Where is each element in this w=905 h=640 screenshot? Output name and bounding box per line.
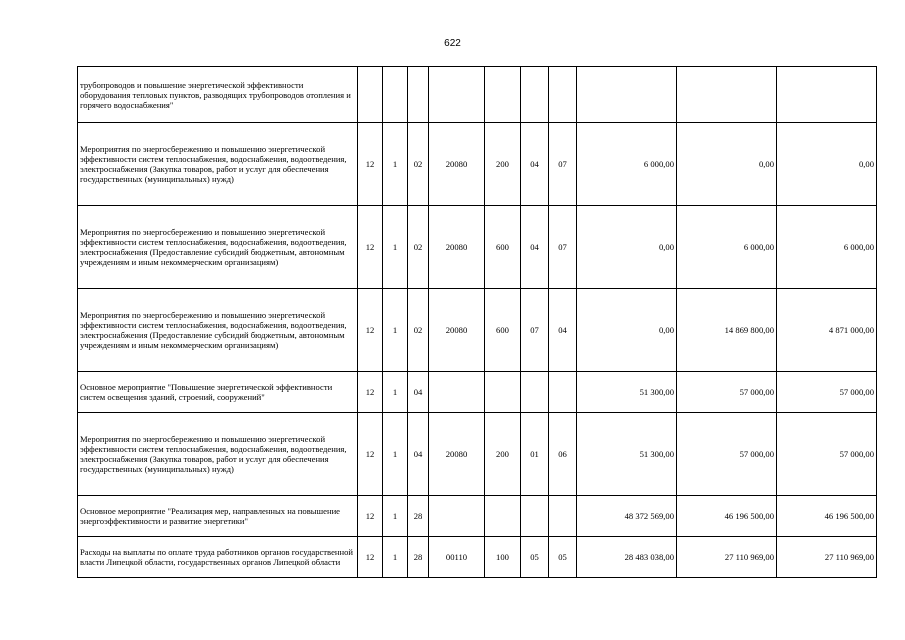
table-row [78, 413, 877, 496]
row-description: Мероприятия по энергосбережению и повышению энергетической эффективности систем теплоснабжения, водоснабжения, водоотведения, электроснабжения (Предоставление субсидий бюджетным, автономным учреждениям и иным некоммерческим организациям) [78, 289, 358, 372]
cell-code: 04 [521, 123, 549, 206]
cell-amount [777, 67, 877, 123]
cell-code [521, 496, 549, 537]
cell-amount: 51 300,00 [577, 413, 677, 496]
table-row [78, 206, 877, 289]
cell-amount: 0,00 [777, 123, 877, 206]
row-description: Основное мероприятие "Повышение энергетической эффективности систем освещения зданий, строений, сооружений" [78, 372, 358, 413]
cell-amount [677, 67, 777, 123]
cell-code: 12 [358, 537, 383, 578]
row-description: Расходы на выплаты по оплате труда работников органов государственной власти Липецкой области, государственных органов Липецкой области [78, 537, 358, 578]
table-row [78, 372, 877, 413]
cell-code [549, 67, 577, 123]
page-number: 622 [444, 38, 461, 49]
cell-code: 05 [549, 537, 577, 578]
table-row [78, 496, 877, 537]
cell-amount: 28 483 038,00 [577, 537, 677, 578]
cell-amount: 4 871 000,00 [777, 289, 877, 372]
cell-code: 1 [383, 289, 408, 372]
cell-code: 02 [408, 289, 429, 372]
cell-code [485, 372, 521, 413]
row-description: Основное мероприятие "Реализация мер, направленных на повышение энергоэффективности и развитие энергетики" [78, 496, 358, 537]
cell-amount: 6 000,00 [777, 206, 877, 289]
cell-code [429, 67, 485, 123]
cell-code: 04 [549, 289, 577, 372]
cell-code: 05 [521, 537, 549, 578]
row-description: Мероприятия по энергосбережению и повышению энергетической эффективности систем теплоснабжения, водоснабжения, водоотведения, электроснабжения (Закупка товаров, работ и услуг для обеспечения государственных (муниципальных) нужд) [78, 413, 358, 496]
cell-code: 1 [383, 206, 408, 289]
cell-code: 00110 [429, 537, 485, 578]
cell-code: 04 [521, 206, 549, 289]
cell-code: 07 [549, 206, 577, 289]
cell-amount: 6 000,00 [577, 123, 677, 206]
cell-code [521, 372, 549, 413]
cell-amount: 46 196 500,00 [677, 496, 777, 537]
cell-code: 28 [408, 496, 429, 537]
cell-code: 12 [358, 123, 383, 206]
cell-code: 12 [358, 372, 383, 413]
cell-amount: 48 372 569,00 [577, 496, 677, 537]
cell-amount: 51 300,00 [577, 372, 677, 413]
cell-code: 12 [358, 289, 383, 372]
cell-code [549, 496, 577, 537]
row-description: Мероприятия по энергосбережению и повышению энергетической эффективности систем теплоснабжения, водоснабжения, водоотведения, электроснабжения (Предоставление субсидий бюджетным, автономным учреждениям и иным некоммерческим организациям) [78, 206, 358, 289]
cell-amount: 0,00 [577, 289, 677, 372]
cell-code: 1 [383, 413, 408, 496]
cell-code: 07 [549, 123, 577, 206]
cell-code [549, 372, 577, 413]
cell-amount: 0,00 [677, 123, 777, 206]
cell-code: 1 [383, 123, 408, 206]
cell-amount: 27 110 969,00 [677, 537, 777, 578]
budget-table [77, 66, 877, 578]
cell-code: 100 [485, 537, 521, 578]
cell-code [521, 67, 549, 123]
cell-code: 20080 [429, 413, 485, 496]
cell-code: 20080 [429, 289, 485, 372]
cell-code: 600 [485, 206, 521, 289]
cell-code [485, 496, 521, 537]
cell-code: 01 [521, 413, 549, 496]
cell-code: 12 [358, 206, 383, 289]
cell-code: 28 [408, 537, 429, 578]
cell-amount [577, 67, 677, 123]
cell-amount: 57 000,00 [677, 413, 777, 496]
cell-code: 600 [485, 289, 521, 372]
cell-code: 20080 [429, 123, 485, 206]
table-row [78, 289, 877, 372]
cell-code [485, 67, 521, 123]
cell-code: 04 [408, 413, 429, 496]
cell-code: 200 [485, 123, 521, 206]
cell-code: 200 [485, 413, 521, 496]
cell-code [383, 67, 408, 123]
cell-code [429, 372, 485, 413]
cell-amount: 0,00 [577, 206, 677, 289]
cell-code [358, 67, 383, 123]
cell-code: 04 [408, 372, 429, 413]
cell-code: 1 [383, 372, 408, 413]
cell-code [408, 67, 429, 123]
cell-amount: 14 869 800,00 [677, 289, 777, 372]
cell-code: 07 [521, 289, 549, 372]
table-row [78, 537, 877, 578]
cell-code [429, 496, 485, 537]
cell-amount: 27 110 969,00 [777, 537, 877, 578]
cell-code: 20080 [429, 206, 485, 289]
cell-amount: 6 000,00 [677, 206, 777, 289]
cell-amount: 57 000,00 [677, 372, 777, 413]
table-row [78, 123, 877, 206]
cell-code: 02 [408, 206, 429, 289]
cell-code: 1 [383, 496, 408, 537]
cell-code: 12 [358, 413, 383, 496]
cell-amount: 57 000,00 [777, 413, 877, 496]
cell-code: 06 [549, 413, 577, 496]
table-row [78, 67, 877, 123]
cell-code: 1 [383, 537, 408, 578]
cell-amount: 46 196 500,00 [777, 496, 877, 537]
row-description: трубопроводов и повышение энергетической эффективности оборудования тепловых пунктов, разводящих трубопроводов отопления и горячего водоснабжения" [78, 67, 358, 123]
cell-code: 02 [408, 123, 429, 206]
row-description: Мероприятия по энергосбережению и повышению энергетической эффективности систем теплоснабжения, водоснабжения, водоотведения, электроснабжения (Закупка товаров, работ и услуг для обеспечения государственных (муниципальных) нужд) [78, 123, 358, 206]
cell-amount: 57 000,00 [777, 372, 877, 413]
cell-code: 12 [358, 496, 383, 537]
